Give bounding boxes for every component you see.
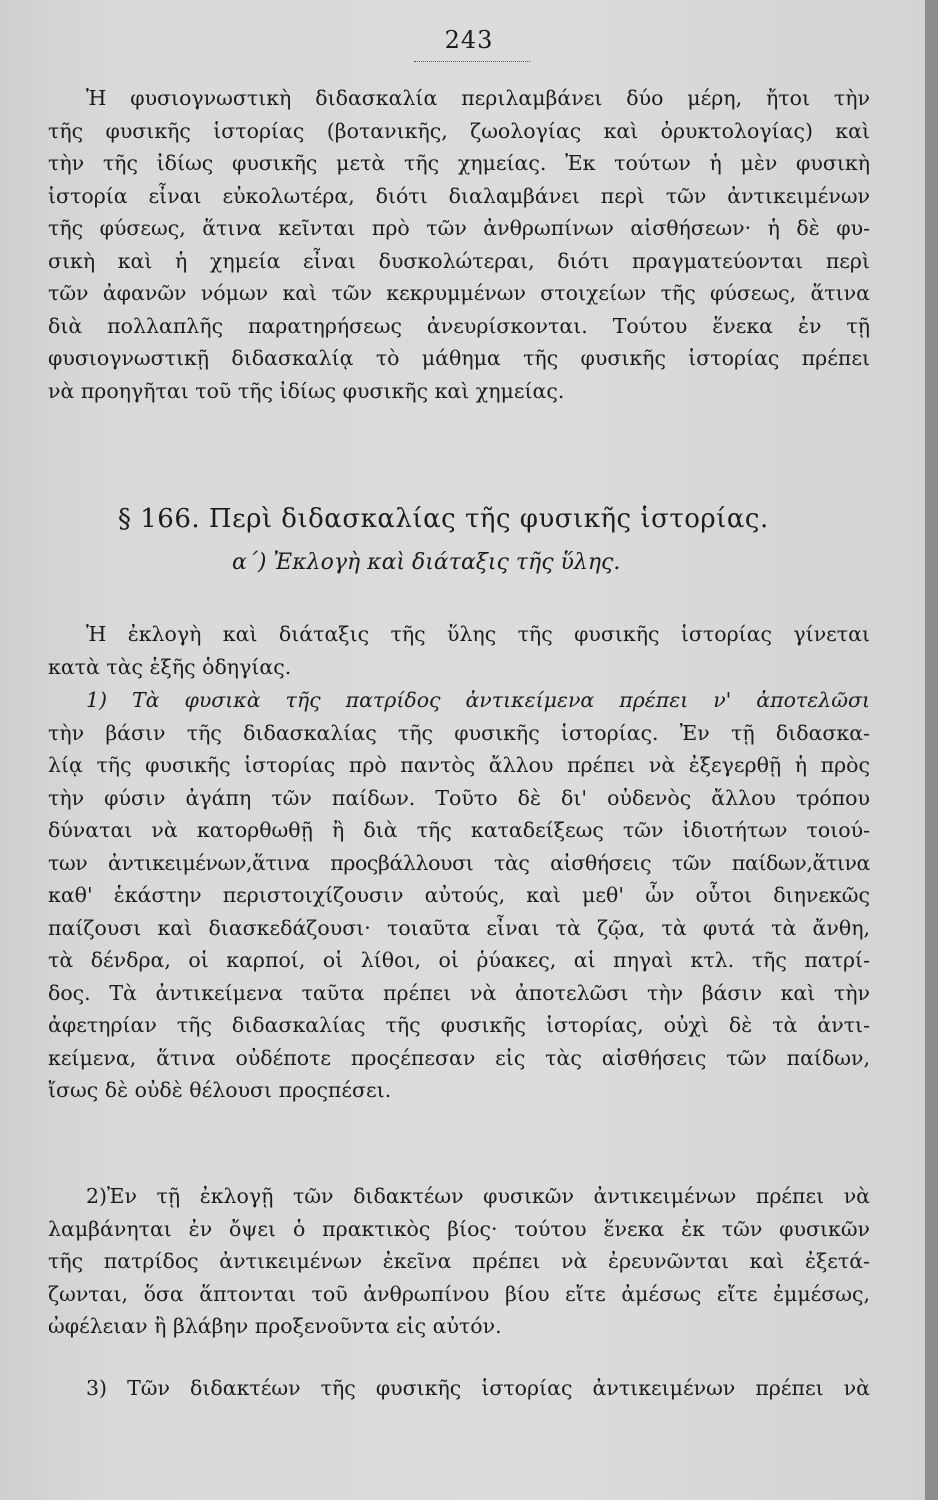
- intro-paragraph: [48, 82, 870, 407]
- text-line: τῆς φυσικῆς ἱστορίας (βοτανικῆς, ζωολογίας καὶ ὀρυκτολογίας) καὶ: [48, 118, 870, 143]
- text-line: ἀφετηρίαν τῆς διδασκαλίας τῆς φυσικῆς ἱστορίας, οὐχὶ δὲ τὰ ἀντι-: [48, 1013, 870, 1037]
- text-line: 1) Τὰ φυσικὰ τῆς πατρίδος ἀντικείμενα πρέπει ν' ἀποτελῶσι: [86, 688, 870, 712]
- text-line: Ἡ φυσιογνωστικὴ διδασκαλία περιλαμβάνει δύο μέρη, ἤτοι τὴν: [86, 86, 870, 110]
- text-line: Ἡ ἐκλογὴ καὶ διάταξις τῆς ὕλης τῆς φυσικῆς ἱστορίας γίνεται: [86, 622, 870, 646]
- text-line: τῆς πατρίδος ἀντικειμένων ἐκεῖνα πρέπει νὰ ἐρευνῶνται καὶ ἐξετά-: [48, 1249, 870, 1273]
- text-line: τὴν βάσιν τῆς διδασκαλίας τῆς φυσικῆς ἱστορίας. Ἐν τῇ διδασκα-: [48, 720, 870, 745]
- text-line: παίζουσι καὶ διασκεδάζουσι· τοιαῦτα εἶναι τὰ ζῷα, τὰ φυτά τὰ ἄνθη,: [48, 915, 870, 940]
- text-line: τὰ δένδρα, οἱ καρποί, οἱ λίθοι, οἱ ῥύακες, αἱ πηγαὶ κτλ. τῆς πατρί-: [48, 948, 870, 972]
- text-line: δος. Τὰ ἀντικείμενα ταῦτα πρέπει νὰ ἀποτελῶσι τὴν βάσιν καὶ τὴν: [48, 980, 870, 1005]
- text-line: τῶν ἀφανῶν νόμων καὶ τῶν κεκρυμμένων στοιχείων τῆς φύσεως, ἅτινα: [48, 281, 870, 305]
- text-line: νὰ προηγῆται τοῦ τῆς ἰδίως φυσικῆς καὶ χημείας.: [48, 378, 565, 403]
- text-line: τὴν τῆς ἰδίως φυσικῆς μετὰ τῆς χημείας. Ἐκ τούτων ἡ μὲν φυσικὴ: [48, 151, 870, 175]
- text-line: 2)Ἐν τῇ ἐκλογῇ τῶν διδακτέων φυσικῶν ἀντικειμένων πρέπει νὰ: [86, 1184, 870, 1208]
- section-heading: § 166. Περὶ διδασκαλίας τῆς φυσικῆς ἱστορίας.: [118, 504, 769, 534]
- text-line: 3) Τῶν διδακτέων τῆς φυσικῆς ἱστορίας ἀντικειμένων πρέπει νὰ: [86, 1376, 870, 1400]
- text-line: ὠφέλειαν ἢ βλάβην προξενοῦντα εἰς αὐτόν.: [48, 1314, 502, 1338]
- rule-1-paragraph: [48, 684, 870, 1107]
- rule-2-paragraph: [48, 1180, 870, 1343]
- rule-3-paragraph: [48, 1372, 870, 1405]
- text-line: σικὴ καὶ ἡ χημεία εἶναι δυσκολώτεραι, διότι πραγματεύονται περὶ: [48, 248, 870, 273]
- page-edge-shadow: [925, 0, 938, 1500]
- page-number: 243: [444, 26, 494, 54]
- text-line: λίᾳ τῆς φυσικῆς ἱστορίας πρὸ παντὸς ἄλλου πρέπει νὰ ἐξεγερθῇ ἡ πρὸς: [48, 753, 870, 777]
- subsection-heading: α΄) Ἐκλογὴ καὶ διάταξις τῆς ὕλης.: [232, 550, 621, 575]
- text-line: των ἀντικειμένων,ἅτινα προςβάλλουσι τὰς αἰσθήσεις τῶν παίδων,ἅτινα: [48, 850, 870, 875]
- selection-paragraph: [48, 618, 870, 683]
- text-line: διὰ πολλαπλῆς παρατηρήσεως ἀνευρίσκονται. Τούτου ἕνεκα ἐν τῇ: [48, 313, 870, 338]
- text-line: ζωνται, ὅσα ἅπτονται τοῦ ἀνθρωπίνου βίου εἴτε ἀμέσως εἴτε ἐμμέσως,: [48, 1281, 870, 1306]
- text-line: τὴν φύσιν ἀγάπη τῶν παίδων. Τοῦτο δὲ δι' οὐδενὸς ἄλλου τρόπου: [48, 785, 870, 810]
- text-line: καθ' ἑκάστην περιστοιχίζουσιν αὐτούς, καὶ μεθ' ὧν οὗτοι διηνεκῶς: [48, 883, 870, 907]
- text-line: ἱστορία εἶναι εὐκολωτέρα, διότι διαλαμβάνει περὶ τῶν ἀντικειμένων: [48, 183, 870, 208]
- text-line: τῆς φύσεως, ἅτινα κεῖνται πρὸ τῶν ἀνθρωπίνων αἰσθήσεων· ἡ δὲ φυ-: [48, 216, 870, 240]
- text-line: φυσιογνωστικῇ διδασκαλίᾳ τὸ μάθημα τῆς φυσικῆς ἱστορίας πρέπει: [48, 346, 870, 370]
- text-line: κατὰ τὰς ἑξῆς ὁδηγίας.: [48, 654, 292, 679]
- text-line: δύναται νὰ κατορθωθῇ ἢ διὰ τῆς καταδείξεως τῶν ἰδιοτήτων τοιού-: [48, 818, 870, 842]
- text-line: ἴσως δὲ οὐδὲ θέλουσι προςπέσει.: [48, 1078, 392, 1102]
- text-line: λαμβάνηται ἐν ὄψει ὁ πρακτικὸς βίος· τούτου ἕνεκα ἐκ τῶν φυσικῶν: [48, 1216, 870, 1241]
- page-number-rule: [414, 61, 530, 62]
- text-line: κείμενα, ἅτινα οὐδέποτε προςέπεσαν εἰς τὰς αἰσθήσεις τῶν παίδων,: [48, 1045, 870, 1070]
